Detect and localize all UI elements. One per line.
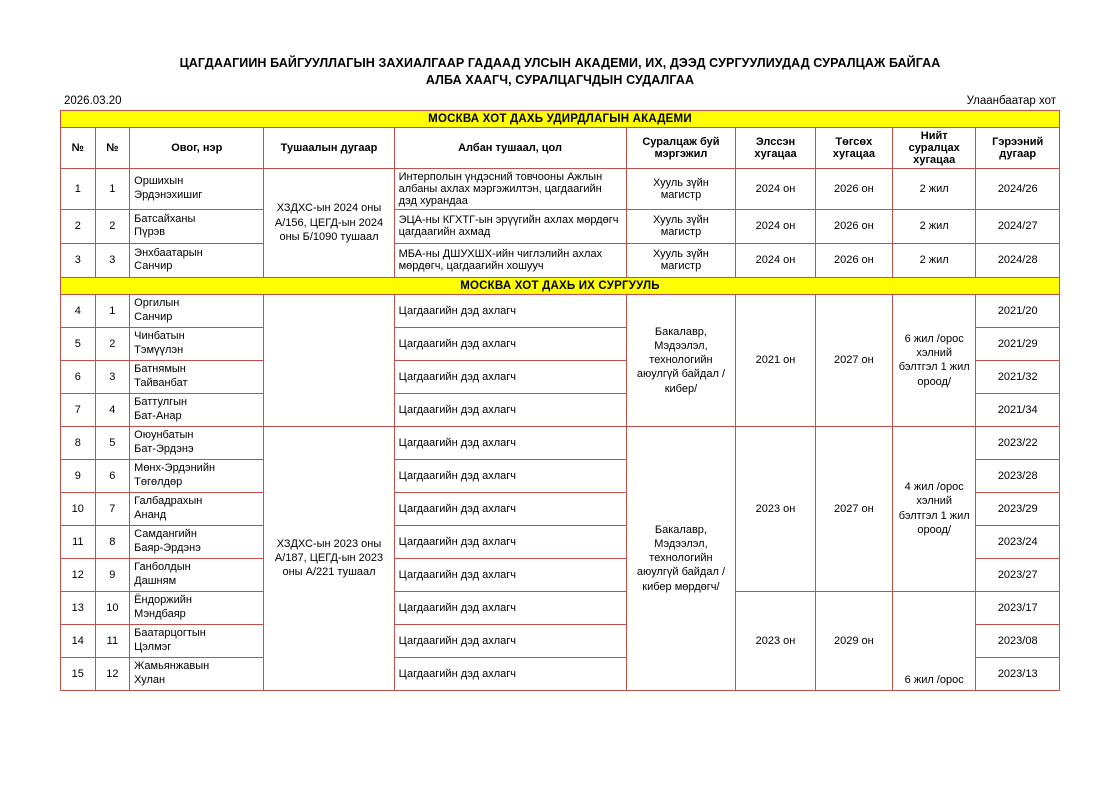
row-no: 9 [61, 459, 96, 492]
row-start: 2024 он [736, 209, 815, 243]
row-subno: 7 [95, 492, 130, 525]
row-name-line2: Хулан [134, 673, 166, 686]
row-duration: 2 жил [892, 209, 975, 243]
row-name-line2: Бат-Анар [134, 409, 182, 422]
row-position: Цагдаагийн дэд ахлагч [394, 294, 626, 327]
row-name [130, 393, 264, 426]
row-name [130, 168, 264, 209]
row-name-line2: Мэндбаяр [134, 607, 186, 620]
row-subno: 4 [95, 393, 130, 426]
row-no: 10 [61, 492, 96, 525]
row-name-line1: Чинбатын [134, 330, 185, 342]
row-contract: 2021/29 [976, 327, 1060, 360]
row-name [130, 294, 264, 327]
row-no: 4 [61, 294, 96, 327]
col-name: Овог, нэр [130, 127, 264, 168]
row-name-line1: Мөнх-Эрдэнийн [134, 462, 216, 474]
section2-title: МОСКВА ХОТ ДАХЬ ИХ СУРГУУЛЬ [61, 277, 1060, 294]
row-name-line2: Бат-Эрдэнэ [134, 442, 194, 455]
row-name-line2: Цэлмэг [134, 640, 172, 653]
section1-title: МОСКВА ХОТ ДАХЬ УДИРДЛАГЫН АКАДЕМИ [61, 110, 1060, 127]
row-subno: 2 [95, 209, 130, 243]
row-name-line1: Оршихын [134, 175, 184, 187]
row-subno: 6 [95, 459, 130, 492]
row-contract: 2024/27 [976, 209, 1060, 243]
row-name [130, 243, 264, 277]
row-name [130, 492, 264, 525]
row-position: Цагдаагийн дэд ахлагч [394, 525, 626, 558]
group2-start: 2023 он [736, 426, 815, 591]
group1-start: 2021 он [736, 294, 815, 426]
page-title [120, 55, 1000, 89]
row-name-line1: Баттулгын [134, 396, 188, 408]
col-contract: Гэрээний дугаар [976, 127, 1060, 168]
row-no: 11 [61, 525, 96, 558]
row-profession-line1: Хууль зүйн [653, 214, 709, 227]
document-city: Улаанбаатар хот [966, 94, 1056, 107]
row-no: 6 [61, 360, 96, 393]
row-subno: 8 [95, 525, 130, 558]
group1-profession: Бакалавр, Мэдээлэл, технологийн аюулгүй байдал /кибер/ [626, 294, 736, 426]
row-subno: 1 [95, 294, 130, 327]
row-no: 15 [61, 657, 96, 690]
col-subno: № [95, 127, 130, 168]
row-no: 12 [61, 558, 96, 591]
row-contract: 2023/27 [976, 558, 1060, 591]
row-position: МБА-ны ДШУХШХ-ийн чиглэлийн ахлах мөрдөгч, цагдаагийн хошууч [394, 243, 626, 277]
row-subno: 3 [95, 243, 130, 277]
row-position: Цагдаагийн дэд ахлагч [394, 657, 626, 690]
row-name-line1: Баатарцогтын [134, 627, 206, 639]
document-date: 2026.03.20 [64, 94, 122, 107]
group1-duration: 6 жил /орос хэлний бэлтгэл 1 жил ороод/ [892, 294, 975, 426]
row-profession-line1: Хууль зүйн [653, 248, 709, 261]
table-row [61, 591, 1060, 624]
row-subno: 1 [95, 168, 130, 209]
table-row [61, 168, 1060, 209]
row-profession-line2: магистр [660, 260, 702, 273]
row-contract: 2024/26 [976, 168, 1060, 209]
row-name-line1: Самдангийн [134, 528, 197, 540]
row-name [130, 209, 264, 243]
table-header-row [61, 127, 1060, 168]
row-name-line1: Батсайханы [134, 212, 196, 225]
row-contract: 2023/13 [976, 657, 1060, 690]
row-name [130, 591, 264, 624]
row-contract: 2023/17 [976, 591, 1060, 624]
row-no: 3 [61, 243, 96, 277]
row-name-line2: Төгөлдөр [134, 475, 183, 488]
col-start: Элссэн хугацаа [736, 127, 815, 168]
row-subno: 3 [95, 360, 130, 393]
section-banner-academy [61, 110, 1060, 127]
row-duration: 2 жил [892, 243, 975, 277]
group3-start: 2023 он [736, 591, 815, 690]
title-line-2: АЛБА ХААГЧ, СУРАЛЦАГЧДЫН СУДАЛГАА [425, 72, 695, 87]
row-no: 2 [61, 209, 96, 243]
row-subno: 10 [95, 591, 130, 624]
row-name-line1: Галбадрахын [134, 495, 203, 507]
row-name-line1: Батнямын [134, 363, 186, 375]
row-contract: 2023/29 [976, 492, 1060, 525]
col-total-duration: Нийт суралцах хугацаа [892, 127, 975, 168]
row-position: Цагдаагийн дэд ахлагч [394, 558, 626, 591]
col-end: Төгсөх хугацаа [815, 127, 892, 168]
students-table [60, 110, 1060, 691]
row-contract: 2024/28 [976, 243, 1060, 277]
section1-order-number: ХЗДХС-ын 2024 оны А/156, ЦЕГД-ын 2024 оны Б/1090 тушаал [264, 168, 394, 277]
group3-end: 2029 он [815, 591, 892, 690]
row-subno: 12 [95, 657, 130, 690]
section2-order-blank [264, 294, 394, 426]
row-name-line2: Тайванбат [134, 376, 188, 389]
row-name-line2: Баяр-Эрдэнэ [134, 541, 201, 554]
row-name [130, 459, 264, 492]
row-subno: 11 [95, 624, 130, 657]
row-no: 1 [61, 168, 96, 209]
row-position: Интерполын үндэсний товчооны Ажлын албаны ахлах мэргэжилтэн, цагдаагийн дэд хурандаа [394, 168, 626, 209]
row-name-line1: Оюунбатын [134, 429, 194, 441]
row-no: 7 [61, 393, 96, 426]
row-no: 8 [61, 426, 96, 459]
row-position: Цагдаагийн дэд ахлагч [394, 624, 626, 657]
group1-end: 2027 он [815, 294, 892, 426]
row-name-line1: Ганболдын [134, 561, 191, 573]
row-no: 13 [61, 591, 96, 624]
row-duration: 2 жил [892, 168, 975, 209]
table-row [61, 426, 1060, 459]
row-contract: 2021/32 [976, 360, 1060, 393]
row-contract: 2023/08 [976, 624, 1060, 657]
row-profession [626, 243, 736, 277]
row-name-line2: Пүрэв [134, 226, 166, 239]
row-no: 5 [61, 327, 96, 360]
row-profession-line1: Хууль зүйн [653, 176, 709, 189]
row-name-line2: Тэмүүлэн [134, 343, 184, 356]
section2-order-number: ХЗДХС-ын 2023 оны А/187, ЦЕГД-ын 2023 оны А/221 тушаал [264, 426, 394, 690]
group2-end: 2027 он [815, 426, 892, 591]
row-subno: 5 [95, 426, 130, 459]
row-contract: 2021/34 [976, 393, 1060, 426]
row-name [130, 624, 264, 657]
col-no: № [61, 127, 96, 168]
row-profession [626, 168, 736, 209]
row-name-line2: Санчир [134, 260, 173, 273]
col-position: Албан тушаал, цол [394, 127, 626, 168]
row-position: ЭЦА-ны КГХТГ-ын эрүүгийн ахлах мөрдөгч цагдаагийн ахмад [394, 209, 626, 243]
row-name-line1: Оргилын [134, 297, 180, 309]
group2-duration: 4 жил /орос хэлний бэлтгэл 1 жил ороод/ [892, 426, 975, 591]
row-name-line2: Дашням [134, 574, 177, 587]
row-start: 2024 он [736, 168, 815, 209]
row-position: Цагдаагийн дэд ахлагч [394, 360, 626, 393]
row-name-line2: Эрдэнэхишиг [134, 188, 203, 201]
row-end: 2026 он [815, 168, 892, 209]
row-position: Цагдаагийн дэд ахлагч [394, 327, 626, 360]
row-name [130, 327, 264, 360]
row-name [130, 657, 264, 690]
row-name-line1: Жамьянжавын [134, 660, 210, 672]
row-end: 2026 он [815, 209, 892, 243]
row-name-line1: Энхбаатарын [134, 246, 203, 259]
row-position: Цагдаагийн дэд ахлагч [394, 393, 626, 426]
row-name-line2: Ананд [134, 508, 167, 521]
row-profession-line2: магистр [660, 226, 702, 239]
row-name [130, 525, 264, 558]
table-row [61, 243, 1060, 277]
col-profession: Суралцаж буй мэргэжил [626, 127, 736, 168]
row-position: Цагдаагийн дэд ахлагч [394, 591, 626, 624]
section-banner-university [61, 277, 1060, 294]
row-contract: 2021/20 [976, 294, 1060, 327]
row-position: Цагдаагийн дэд ахлагч [394, 492, 626, 525]
document-meta [60, 95, 1060, 110]
row-subno: 9 [95, 558, 130, 591]
row-end: 2026 он [815, 243, 892, 277]
table-row [61, 209, 1060, 243]
row-position: Цагдаагийн дэд ахлагч [394, 459, 626, 492]
row-start: 2024 он [736, 243, 815, 277]
row-name [130, 426, 264, 459]
table-row [61, 294, 1060, 327]
row-profession-line2: магистр [660, 188, 702, 201]
row-subno: 2 [95, 327, 130, 360]
group3-profession: Бакалавр, Мэдээлэл, технологийн аюулгүй байдал /кибер мөрдөгч/ [626, 426, 736, 690]
group3-duration: 6 жил /орос [892, 591, 975, 690]
col-order-number: Тушаалын дугаар [264, 127, 394, 168]
row-contract: 2023/22 [976, 426, 1060, 459]
row-position: Цагдаагийн дэд ахлагч [394, 426, 626, 459]
row-name-line1: Ёндоржийн [134, 594, 192, 606]
row-contract: 2023/28 [976, 459, 1060, 492]
title-line-1: ЦАГДААГИИН БАЙГУУЛЛАГЫН ЗАХИАЛГААР ГАДААД УЛСЫН АКАДЕМИ, ИХ, ДЭЭД СУРГУУЛИУДАД СУРАЛЦАЖ БАЙГАА [179, 56, 941, 70]
row-profession [626, 209, 736, 243]
row-contract: 2023/24 [976, 525, 1060, 558]
row-name-line2: Санчир [134, 310, 173, 323]
row-name [130, 558, 264, 591]
row-no: 14 [61, 624, 96, 657]
row-name [130, 360, 264, 393]
